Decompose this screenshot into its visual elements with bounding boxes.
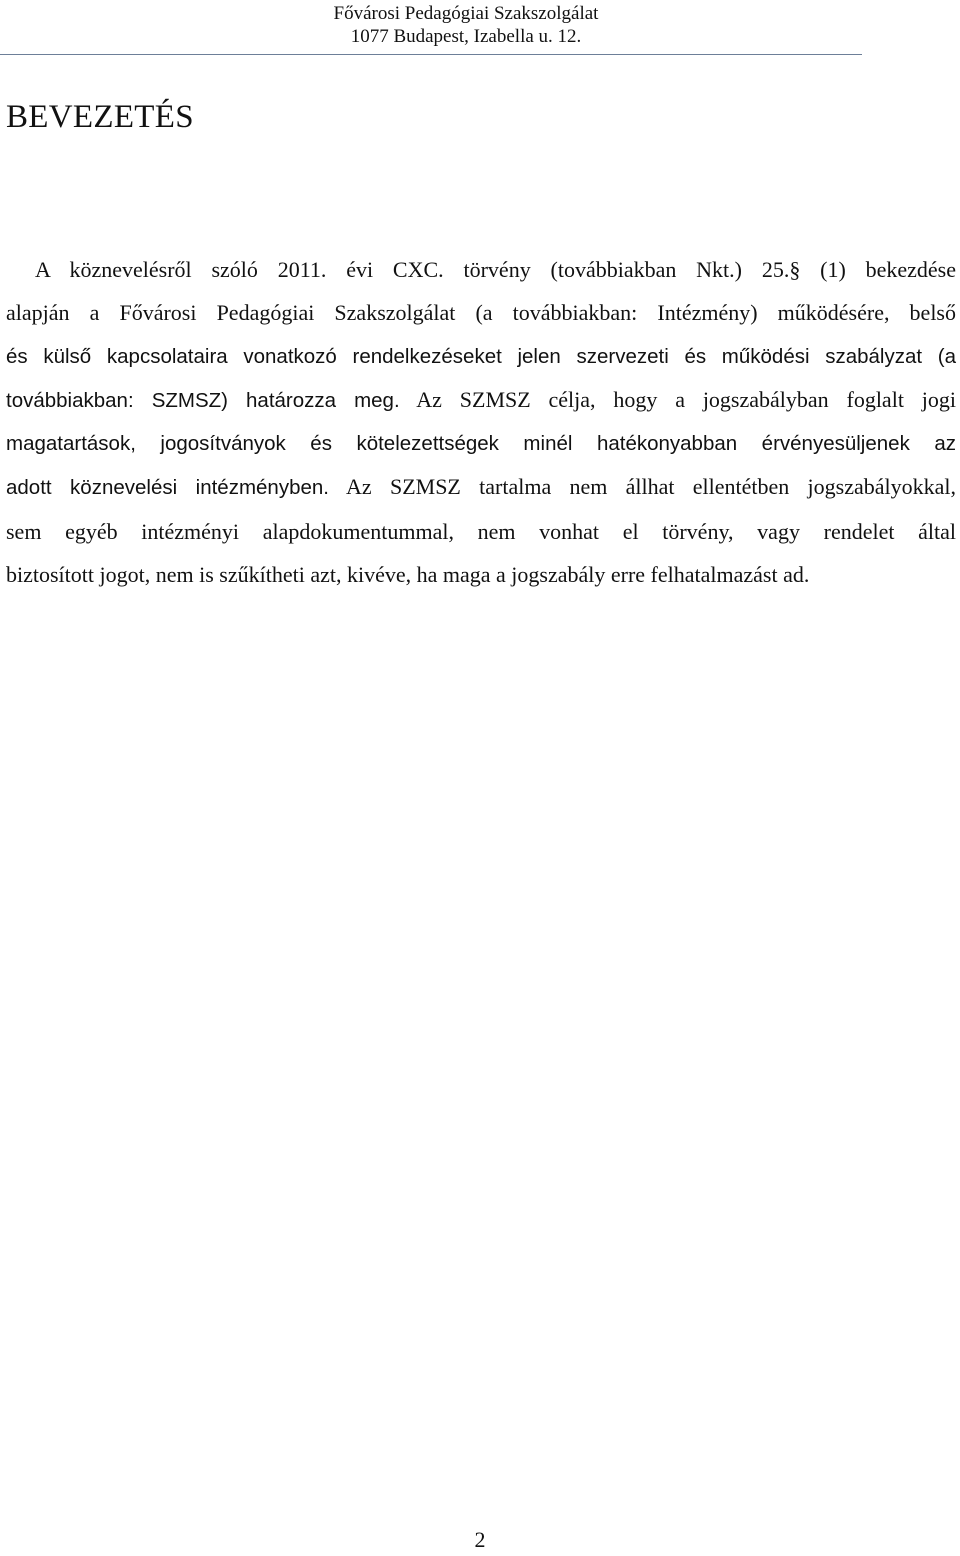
header-address: 1077 Budapest, Izabella u. 12. xyxy=(350,26,582,47)
paragraph-line-4 xyxy=(6,378,956,422)
paragraph-line-6 xyxy=(6,465,956,509)
intro-paragraph xyxy=(6,248,956,596)
header-divider xyxy=(0,54,862,55)
page-number: 2 xyxy=(474,1527,486,1552)
paragraph-line-6-sans-segment: adott köznevelési intézményben. xyxy=(6,476,329,500)
paragraph-line-4-sans-segment: továbbiakban: SZMSZ) határozza meg. xyxy=(6,388,400,412)
header-organization: Fővárosi Pedagógiai Szakszolgálat xyxy=(333,3,599,24)
page-header xyxy=(0,0,960,58)
paragraph-line-3: és külső kapcsolataira vonatkozó rendelkezéseket jelen szervezeti és működési szabályzat (a xyxy=(6,344,956,368)
paragraph-line-6-serif-segment: Az SZMSZ tartalma nem állhat ellentétben jogszabályokkal, xyxy=(328,474,957,500)
paragraph-line-5: magatartások, jogosítványok és kötelezettségek minél hatékonyabban érvényesüljenek az xyxy=(6,432,956,456)
paragraph-line-4-serif-segment: Az SZMSZ célja, hogy a jogszabályban foglalt jogi xyxy=(399,386,956,412)
paragraph-line-2: alapján a Fővárosi Pedagógiai Szakszolgálat (a továbbiakban: Intézmény) működésére, belső xyxy=(6,300,956,326)
paragraph-line-8: biztosított jogot, nem is szűkítheti azt, kivéve, ha maga a jogszabály erre felhatalmazást ad. xyxy=(6,562,810,588)
section-title: BEVEZETÉS xyxy=(6,99,194,135)
paragraph-line-7: sem egyéb intézményi alapdokumentummal, nem vonhat el törvény, vagy rendelet által xyxy=(6,518,956,544)
paragraph-line-1: A köznevelésről szóló 2011. évi CXC. törvény (továbbiakban Nkt.) 25.§ (1) bekezdése xyxy=(35,257,956,282)
